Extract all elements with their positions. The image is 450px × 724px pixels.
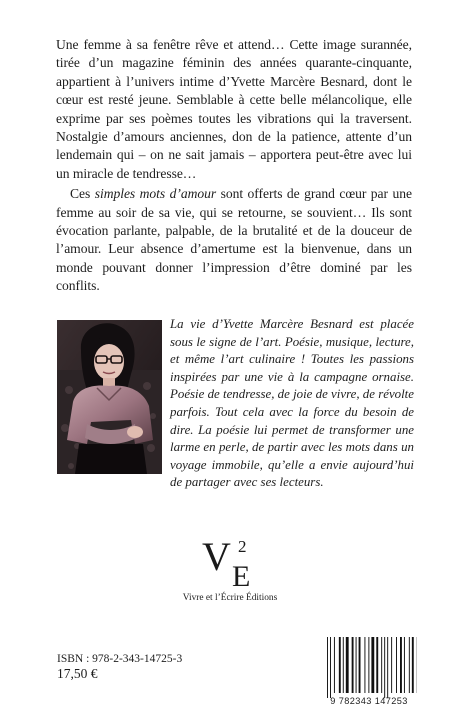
barcode-bar bbox=[334, 637, 335, 693]
barcode-bar bbox=[359, 637, 361, 693]
barcode-bar bbox=[400, 637, 402, 693]
author-biography-text: La vie d’Yvette Marcère Besnard est placée sous le signe de l’art. Poésie, musique, lecture, et même l’art culinaire ! Toutes les passions inspirées par une vie à la campagne ornaise. Poésie de tendresse, de joie de vivre, de révolte parfois. Tout cela avec la force du besoin de dire. La poésie lui permet de transformer une larme en perle, de partir avec les mots dans un voyage immobile, qu’elle a envie aujourd’hui de partager avec ses lecteurs. bbox=[170, 317, 414, 490]
barcode-bar bbox=[404, 637, 405, 693]
barcode-bar bbox=[387, 637, 388, 698]
barcode-bar bbox=[327, 637, 328, 698]
barcode-bar bbox=[330, 637, 331, 698]
barcode-bar bbox=[368, 637, 369, 693]
monogram-2: 2 bbox=[238, 537, 247, 556]
barcode-bar bbox=[346, 637, 349, 693]
blurb-p2-end: sont offerts de grand cœur par une femme au soir de sa vie, qui se retourne, se souvient… Ils sont évocation parlante, palpable, de la brutalité et de la douceur de l’amour. Leur absence d’amertume est la bienvenue, dans un monde pouvant donner l’impression d’être dominé par les conflits. bbox=[56, 186, 412, 294]
barcode bbox=[321, 637, 417, 708]
barcode-bar bbox=[339, 637, 341, 693]
barcode-bars bbox=[321, 637, 417, 698]
author-photo-drawing bbox=[57, 320, 162, 474]
blurb-paragraph-1: Une femme à sa fenêtre rêve et attend… Cette image surannée, tirée d’un magazine féminin des années quarante-cinquante, appartient à l’univers intime d’Yvette Marcère Besnard, dont le cœur est resté jeune. Semblable à cette belle mélancolique, elle exprime par ses poèmes toutes les vibrations qui la traversent. Nostalgie d’amours anciennes, don de la patience, attente d’un lendemain qui – on ne sait jamais – apportera peut-être avec lui un miracle de tendresse… bbox=[56, 37, 412, 181]
barcode-bar bbox=[391, 637, 392, 693]
barcode-bar bbox=[364, 637, 365, 693]
book-title-mention: simples mots d’amour bbox=[94, 186, 217, 202]
blurb-paragraph-2 bbox=[56, 185, 412, 295]
back-cover-blurb bbox=[56, 36, 412, 296]
publisher-monogram-icon bbox=[202, 536, 258, 588]
barcode-bar bbox=[343, 637, 344, 693]
barcode-bar bbox=[412, 637, 414, 693]
publisher-logo bbox=[172, 536, 288, 616]
publisher-name: Vivre et l’Écrire Éditions bbox=[182, 593, 278, 603]
monogram-e: E bbox=[232, 560, 251, 588]
barcode-bar bbox=[384, 637, 385, 698]
barcode-bar bbox=[352, 637, 354, 693]
price: 17,50 € bbox=[57, 666, 98, 681]
author-biography bbox=[170, 316, 414, 492]
blurb-p2-start: Ces bbox=[70, 186, 95, 202]
isbn-number: ISBN : 978-2-343-14725-3 bbox=[57, 653, 183, 665]
monogram-v: V bbox=[202, 536, 231, 579]
barcode-bar bbox=[356, 637, 357, 693]
barcode-bar bbox=[381, 637, 382, 693]
author-photo bbox=[57, 320, 162, 474]
barcode-bar bbox=[396, 637, 397, 693]
barcode-digits: 9 782343 147253 bbox=[330, 696, 408, 706]
barcode-bar bbox=[409, 637, 410, 693]
barcode-bar bbox=[376, 637, 378, 693]
barcode-bar bbox=[371, 637, 374, 693]
